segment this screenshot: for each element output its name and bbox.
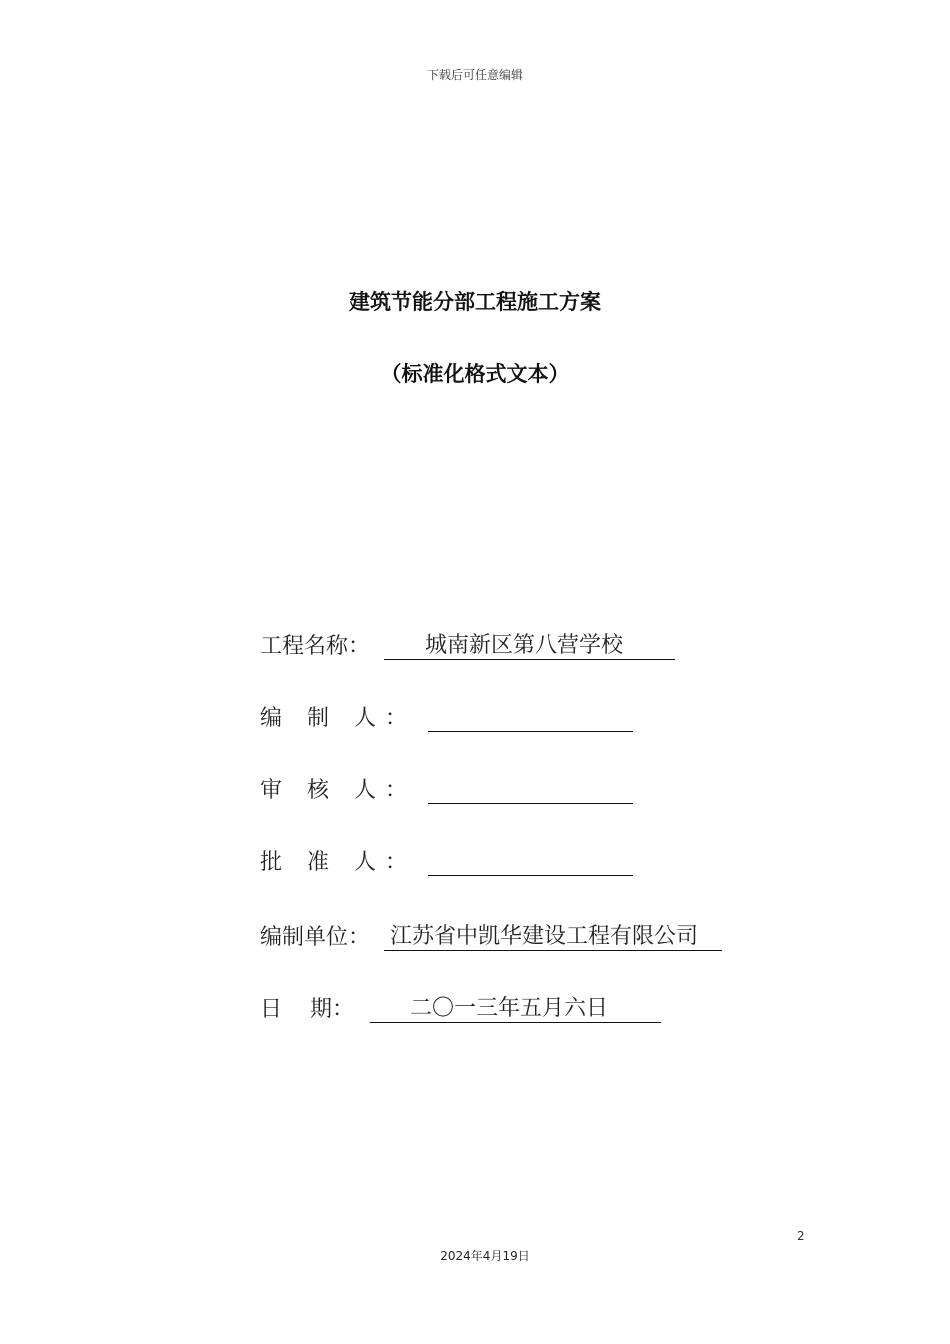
date-label [260, 992, 354, 1023]
date-label-first: 日 [260, 997, 283, 1022]
date-label-second: 期： [310, 997, 355, 1022]
project-name-field [260, 630, 675, 660]
organization-label: 编制单位： [260, 925, 371, 950]
date-value: 二〇一三年五月六日 [370, 995, 661, 1023]
project-name-value: 城南新区第八营学校 [384, 632, 675, 660]
organization-field [260, 921, 722, 951]
reviewer-field [260, 774, 633, 804]
footer-date: 2024年4月19日 [440, 1249, 530, 1263]
date-field [260, 993, 661, 1023]
approver-value [428, 848, 633, 876]
reviewer-label: 审 核 人： [260, 778, 416, 803]
project-name-label: 工程名称： [260, 634, 371, 659]
compiler-field [260, 702, 633, 732]
page-number: 2 [797, 1229, 805, 1243]
document-title: 建筑节能分部工程施工方案 [349, 290, 601, 314]
document-subtitle: （标准化格式文本） [380, 362, 570, 386]
compiler-value [428, 704, 633, 732]
approver-label: 批 准 人： [260, 850, 416, 875]
organization-value: 江苏省中凯华建设工程有限公司 [384, 923, 722, 951]
compiler-label: 编 制 人： [260, 706, 416, 731]
header-note: 下载后可任意编辑 [426, 68, 523, 82]
reviewer-value [428, 776, 633, 804]
approver-field [260, 846, 633, 876]
